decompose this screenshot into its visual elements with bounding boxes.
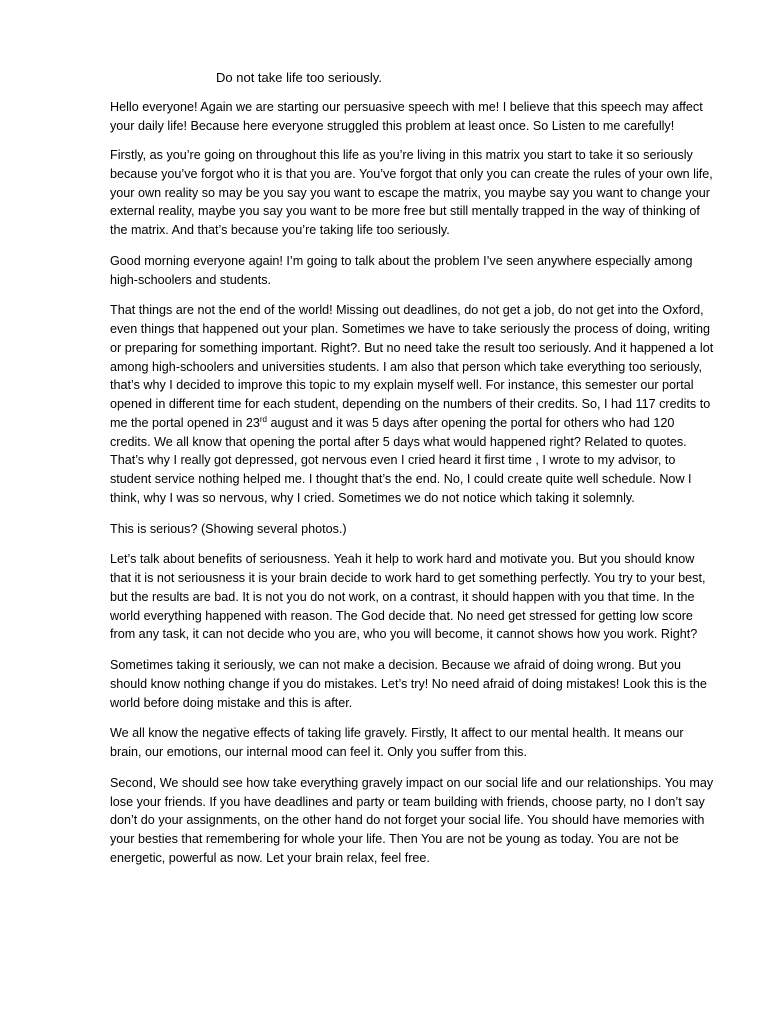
paragraph-benefits: Let’s talk about benefits of seriousness. Yeah it help to work hard and motivate you. But you should know that it is not seriousness it is your brain decide to work hard to get something perfectly. You try to your best, but the results are bad. It is not you do not work, on a contrast, it should happen with you that time. In the world everything happened with reason. The God decide that. No need get stressed for getting low score from any task, it can not decide who you are, who you will become, it cannot shows how you work. Right? — [110, 552, 706, 642]
paragraph-portal-story-after: august and it was 5 days after opening the portal for others who had 120 credits. We all know that opening the portal after 5 days what would happened right? Related to quotes. That’s why I really got depressed, got nervous even I cried heard it first time , I wrote to my advisor, to student service nothing helped me. I thought that’s the end. No, I could create quite well schedule. Now I think, why I was so nervous, why I cried. Sometimes we do not notice which taking it solemnly. — [110, 415, 692, 505]
paragraph-photos: This is serious? (Showing several photos.) — [110, 521, 347, 536]
paragraph-matrix: Firstly, as you’re going on throughout this life as you’re living in this matrix you start to take it so seriously because you’ve forgot who it is that you are. You’ve forgot that only you can create the rules of your own life, your own reality so may be you say you want to escape the matrix, you maybe say you want to change your external reality, maybe you say you want to be more free but still mentally trapped in the way of thinking of the matrix. And that’s because you’re taking life too seriously. — [110, 148, 713, 237]
paragraph-portal-story — [110, 301, 718, 507]
ordinal-suffix: rd — [259, 414, 267, 424]
document-page — [110, 62, 718, 868]
document-title: Do not take life too seriously. — [216, 70, 382, 85]
paragraph-greeting: Hello everyone! Again we are starting our persuasive speech with me! I believe that this speech may affect your daily life! Because here everyone struggled this problem at least once. So Listen to me carefully! — [110, 100, 703, 133]
paragraph-mistakes: Sometimes taking it seriously, we can not make a decision. Because we afraid of doing wrong. But you should know nothing change if you do mistakes. Let’s try! No need afraid of doing mistakes! Look this is the world before doing mistake and this is after. — [110, 658, 707, 710]
paragraph-negative-effects: We all know the negative effects of taking life gravely. Firstly, It affect to our mental health. It means our brain, our emotions, our internal mood can feel it. Only you suffer from this. — [110, 726, 684, 759]
paragraph-good-morning: Good morning everyone again! I’m going to talk about the problem I’ve seen anywhere especially among high-schoolers and students. — [110, 253, 693, 287]
paragraph-portal-story-before: That things are not the end of the world! Missing out deadlines, do not get a job, do not get into the Oxford, even things that happened out your plan. Sometimes we have to take seriously the process of doing, writing or preparing for something important. Right?. But no need take the result too seriously. And it happened a lot among high-schoolers and universities students. I am also that person which take everything too seriously, that’s why I decided to improve this topic to my explain myself well. For instance, this semester our portal opened in different time for each student, depending on the numbers of their credits. So, I had 117 credits to me the portal opened in 23 — [110, 303, 714, 430]
paragraph-social-life: Second, We should see how take everything gravely impact on our social life and our relationships. You may lose your friends. If you have deadlines and party or team building with friends, choose party, no I don’t say don’t do your assignments, on the other hand do not forget your social life. You should have memories with your besties that remembering for whole your life. Then You are not be young as today. You are not be energetic, powerful as now. Let your brain relax, feel free. — [110, 775, 714, 865]
